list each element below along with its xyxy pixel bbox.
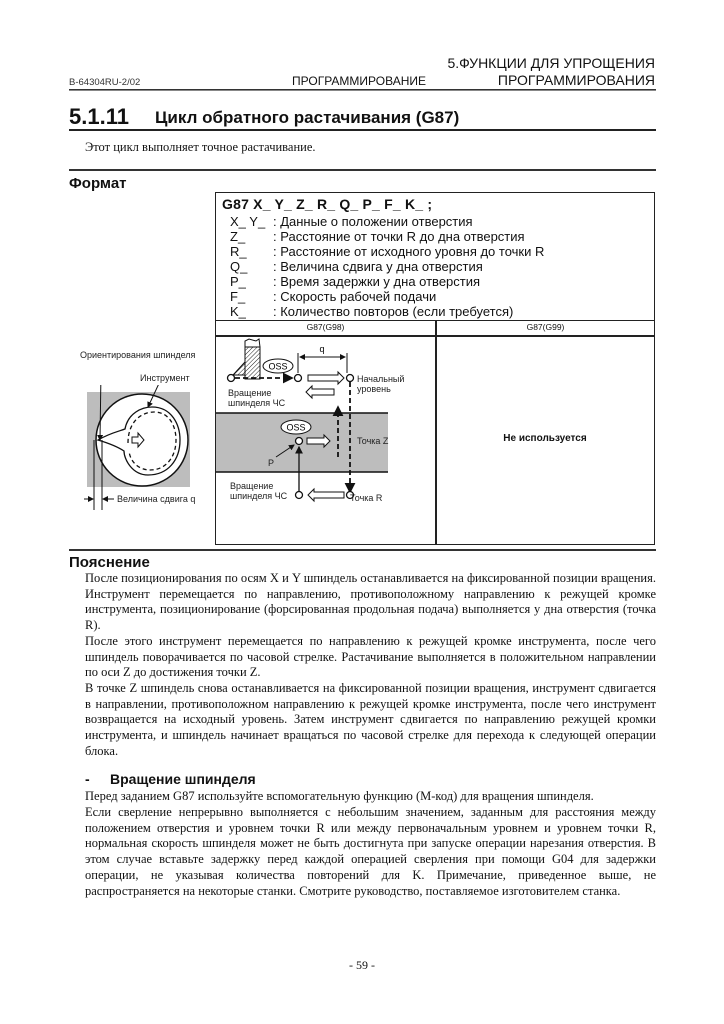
label-rotation-top: Вращение шпинделя ЧС xyxy=(228,388,286,408)
param-row xyxy=(230,304,513,319)
label-spindle-orientation: Ориентирования шпинделя xyxy=(80,350,196,360)
param-row xyxy=(230,259,483,274)
spindle-orientation-diagram xyxy=(80,385,215,510)
param-desc: : Расстояние от точки R до дна отверстия xyxy=(273,229,525,244)
param-row xyxy=(230,289,436,304)
section-rule xyxy=(69,129,656,131)
label-shift-q: Величина сдвига q xyxy=(117,494,196,504)
param-desc: : Расстояние от исходного уровня до точки R xyxy=(273,244,545,259)
label-initial-level: Начальный уровень xyxy=(357,374,405,394)
param-desc: : Количество повторов (если требуется) xyxy=(273,304,514,319)
format-table xyxy=(215,192,655,545)
svg-text:q: q xyxy=(319,344,325,354)
g99-not-used: Не используется xyxy=(503,433,587,444)
param-key: Q_ xyxy=(230,259,248,274)
param-key: R_ xyxy=(230,244,247,259)
column-header-g98: G87(G98) xyxy=(306,322,345,332)
param-key: K_ xyxy=(230,304,246,319)
spindle-paragraph-2: Если сверление непрерывно выполняется с небольшим значением, заданным для расстояния между положением отверстия и уровнем точки R или между первоначальным уровнем и уровнем точки R, нормальная скорость шпинделя может не быть достигнута при запуске операции нарезания отверстия. В этом случае вставьте задержку перед каждой операцией сверления при помощи G04 для задержки операции, не указывая количества повторений для K. Примечание, приведенное выше, не распространяется на некоторые станки. Смотрите руководство, поставляемое изготовителем станка. xyxy=(85,805,656,898)
label-point-r: Точка R xyxy=(350,493,383,503)
spindle-rotation-heading: - Вращение шпинделя xyxy=(85,771,256,787)
param-row xyxy=(230,244,544,259)
label-p: P xyxy=(268,458,275,468)
param-desc: : Величина сдвига у дна отверстия xyxy=(273,259,483,274)
label-rotation-bottom: Вращение шпинделя ЧС xyxy=(230,481,288,501)
param-key: P_ xyxy=(230,274,246,289)
explanation-paragraph-2: После этого инструмент перемещается по направлению к режущей кромке инструмента, после чего шпиндель поворачивается по часовой стрелке. Растачивание выполняется в положительном направлении по оси Z до достижения точки Z. xyxy=(85,634,656,680)
param-desc: : Время задержки у дна отверстия xyxy=(273,274,481,289)
g98-cycle-diagram xyxy=(216,337,435,543)
column-divider xyxy=(435,320,437,544)
explanation-heading: Пояснение xyxy=(69,554,150,571)
svg-text:OSS: OSS xyxy=(286,422,306,433)
header-center-title: ПРОГРАММИРОВАНИЕ xyxy=(292,74,426,88)
header-chapter-line2: ПРОГРАММИРОВАНИЯ xyxy=(497,72,655,88)
document-code: B-64304RU-2/02 xyxy=(69,77,141,88)
format-rule xyxy=(69,169,656,171)
param-key: F_ xyxy=(230,289,246,304)
explanation-paragraph-3: В точке Z шпиндель снова останавливается на фиксированной позиции вращения, инструмент сдвигается в направлении, противоположном направлению к режущей кромке инструмента, после чего инструмент возвращается на исходный уровень. Затем инструмент сдвигается по направлению режущей кромки инструмента, и шпиндель начинает вращаться по часовой стрелке для перехода к следующей операции блока. xyxy=(85,681,656,758)
format-heading: Формат xyxy=(69,175,127,192)
section-intro: Этот цикл выполняет точное растачивание. xyxy=(85,140,316,154)
param-desc: : Скорость рабочей подачи xyxy=(273,289,437,304)
section-title: Цикл обратного растачивания (G87) xyxy=(155,108,460,127)
param-row xyxy=(230,274,480,289)
param-key: X_ Y_ xyxy=(230,214,266,229)
page-number: - 59 - xyxy=(349,958,375,972)
svg-text:OSS: OSS xyxy=(268,361,288,372)
tool-icon xyxy=(233,339,260,379)
param-row xyxy=(230,229,525,244)
section-number: 5.1.11 xyxy=(69,104,129,129)
spindle-paragraph-1: Перед заданием G87 используйте вспомогательную функцию (M-код) для вращения шпинделя. xyxy=(85,789,594,803)
explanation-rule xyxy=(69,549,656,551)
header-rule-shadow xyxy=(69,90,656,91)
param-desc: : Данные о положении отверстия xyxy=(273,214,473,229)
column-header-g99: G87(G99) xyxy=(526,322,565,332)
label-point-z: Точка Z xyxy=(357,436,389,446)
format-code: G87 X_ Y_ Z_ R_ Q_ P_ F_ K_ ; xyxy=(222,196,433,212)
param-row xyxy=(230,214,473,229)
param-key: Z_ xyxy=(230,229,246,244)
explanation-paragraph-1: После позиционирования по осям X и Y шпиндель останавливается на фиксированной позиции вращения. Инструмент перемещается по направлению, противоположному направлению к режущей кромке инструмента, позиционирование (форсированная продольная подача) выполняется у дна отверстия (точка R). xyxy=(85,571,656,633)
label-tool: Инструмент xyxy=(140,373,190,383)
header-chapter-line1: 5.ФУНКЦИИ ДЛЯ УПРОЩЕНИЯ xyxy=(447,55,655,71)
